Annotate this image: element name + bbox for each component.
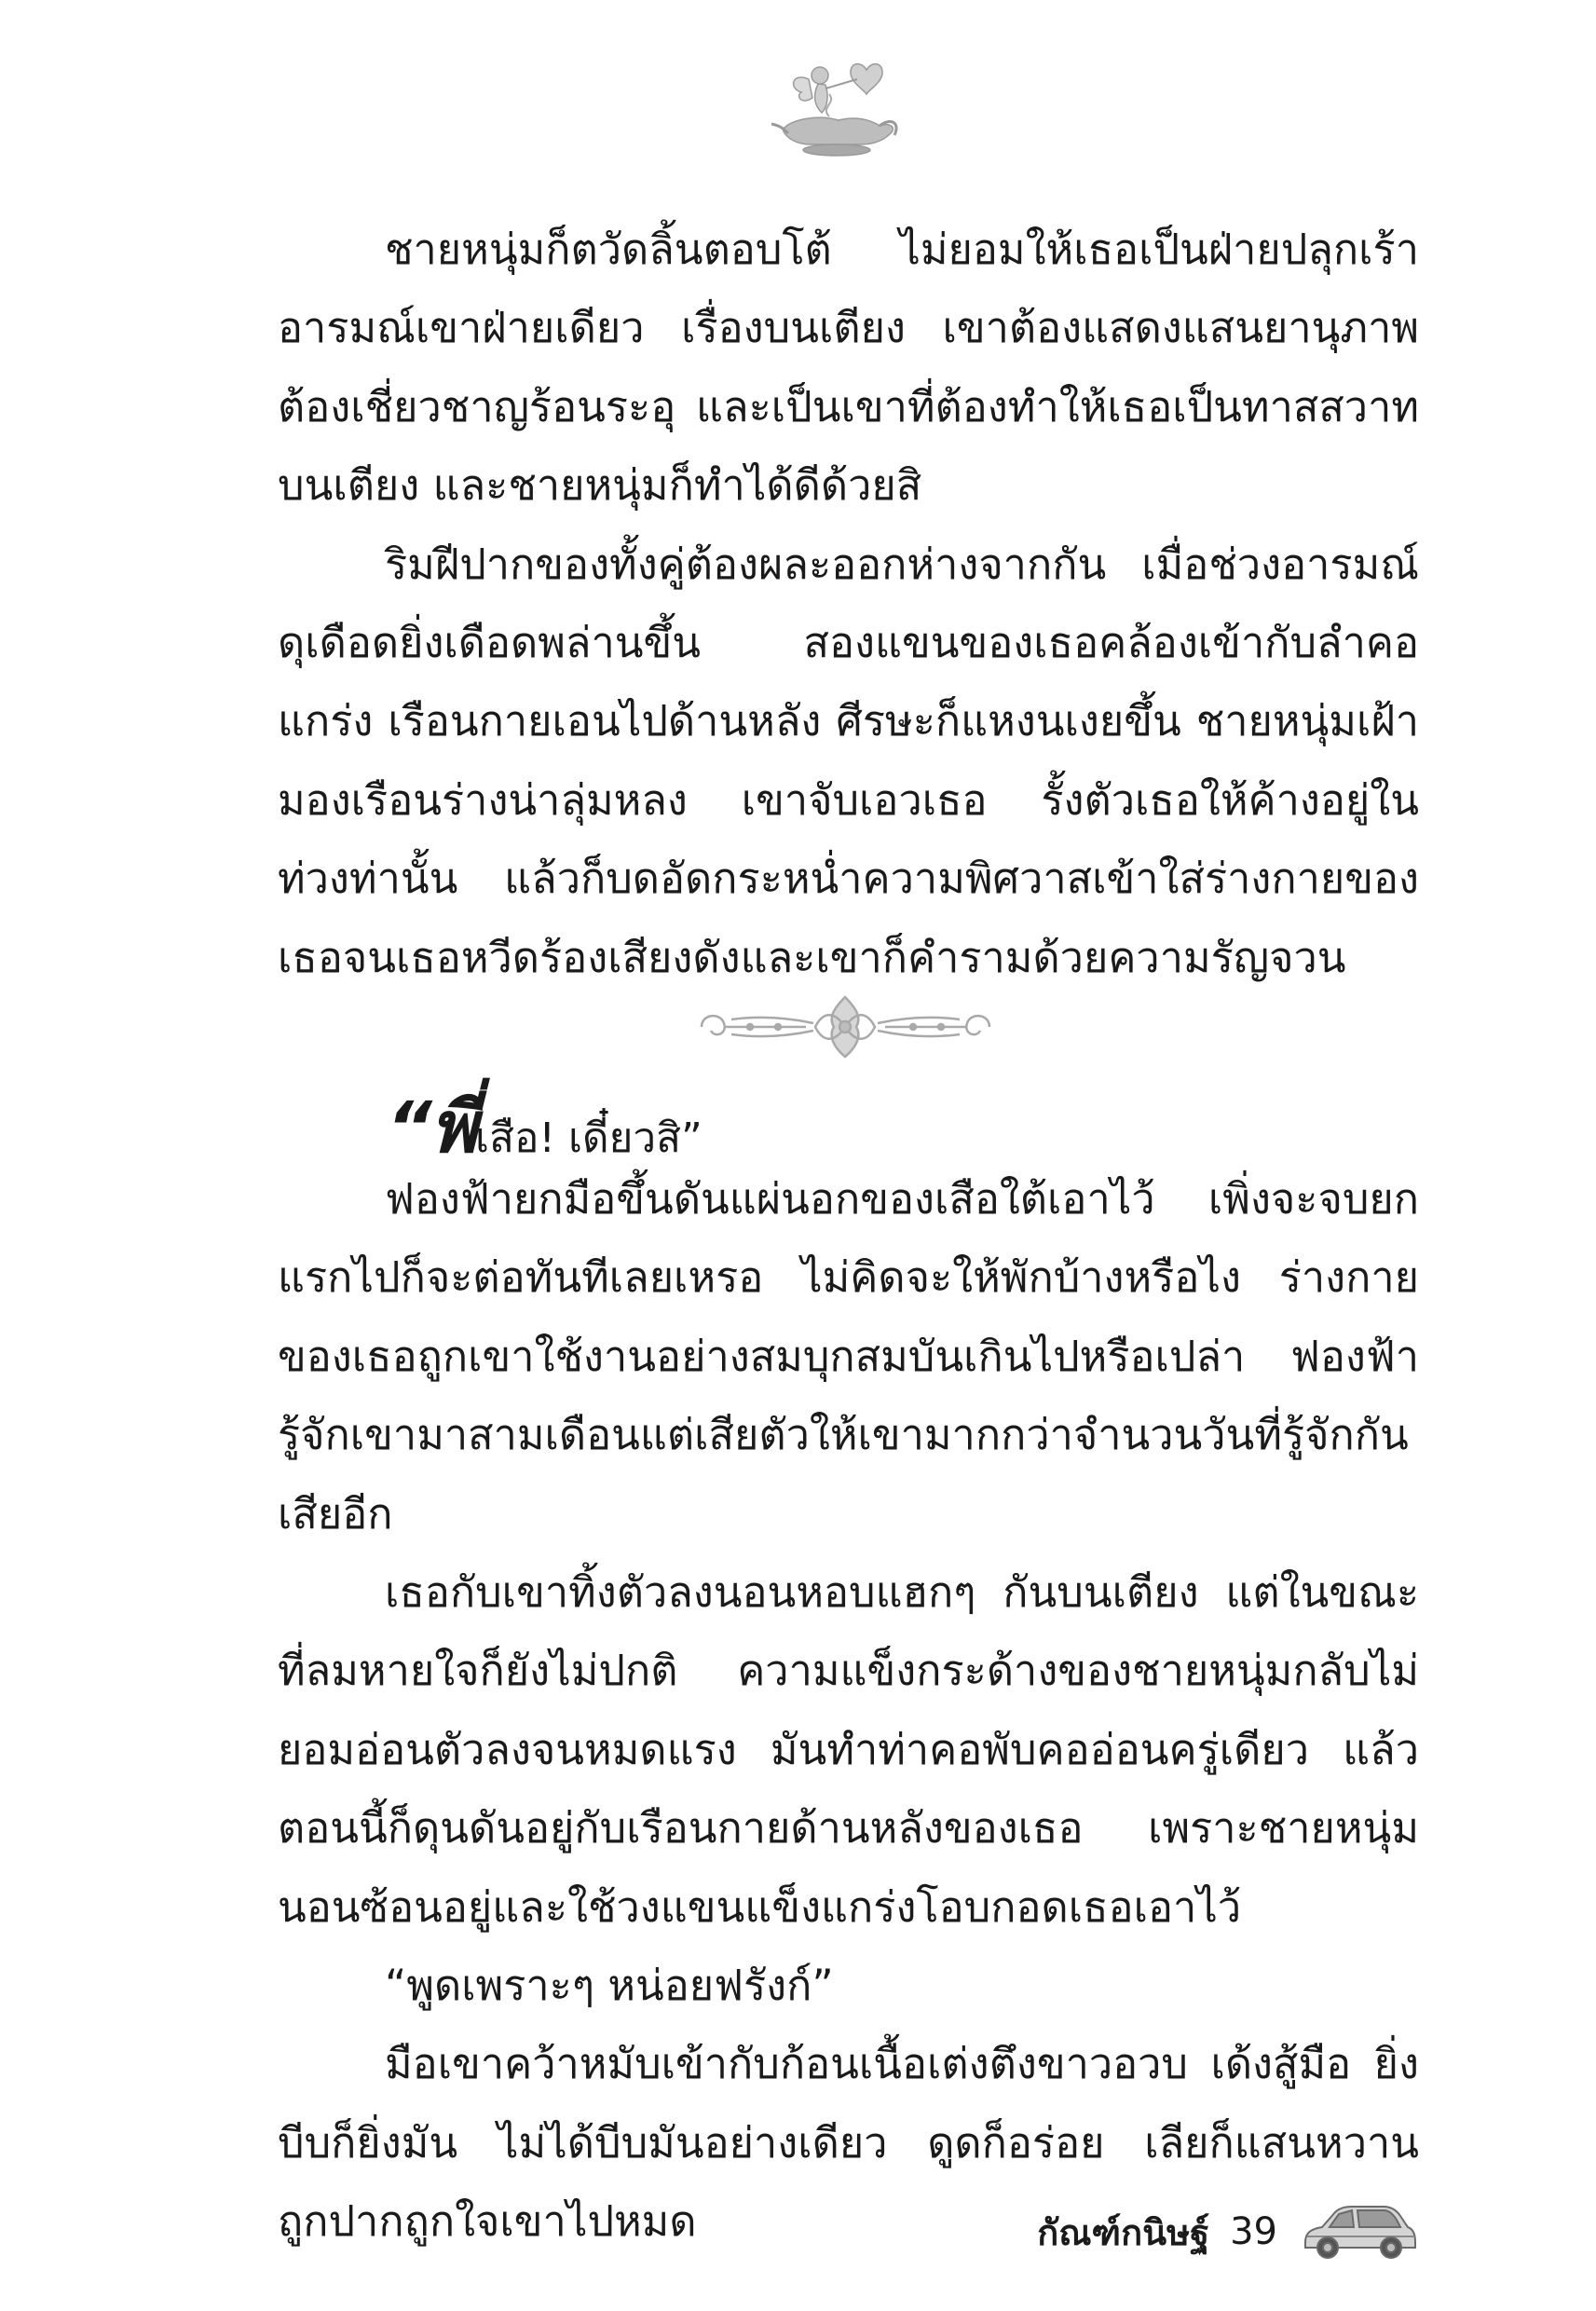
body-text-top (278, 211, 1419, 997)
dialogue-opening-big: “พี่ (387, 1086, 476, 1169)
page-footer (1037, 2199, 1419, 2264)
ornamental-divider-icon (694, 990, 997, 1064)
paragraph: ชายหนุ่มก็ตวัดลิ้นตอบโต้ ไม่ยอมให้เธอเป็นฝ่ายปลุกเร้าอารมณ์เขาฝ่ายเดียว เรื่องบนเตียง เขาต้องแสดงแสนยานุภาพ ต้องเชี่ยวชาญร้อนระอุ และเป็นเขาที่ต้องทำให้เธอเป็นทาสสวาทบนเตียง และชายหนุ่มก็ทำได้ดีด้วยสิ (278, 225, 1419, 511)
paragraph: ฟองฟ้ายกมือขึ้นดันแผ่นอกของเสือใต้เอาไว้ เพิ่งจะจบยกแรกไปก็จะต่อทันทีเลยเหรอ ไม่คิดจะให้พักบ้างหรือไง ร่างกายของเธอถูกเขาใช้งานอย่างสมบุกสมบันเกินไปหรือเปล่า ฟองฟ้ารู้จักเขามาสามเดือนแต่เสียตัวให้เขามากกว่าจำนวนวันที่รู้จักกันเสียอีก (278, 1174, 1419, 1538)
paragraph: ริมฝีปากของทั้งคู่ต้องผละออกห่างจากกัน เมื่อช่วงอารมณ์ดุเดือดยิ่งเดือดพล่านขึ้น สองแขนของเธอคล้องเข้ากับลำคอแกร่ง เรือนกายเอนไปด้านหลัง ศีรษะก็แหงนเงยขึ้น ชายหนุ่มเฝ้ามองเรือนร่างน่าลุ่มหลง เขาจับเอวเธอ รั้งตัวเธอให้ค้างอยู่ในท่วงท่านั้น แล้วก็บดอัดกระหน่ำความพิศวาสเข้าใส่ร่างกายของเธอจนเธอหวีดร้องเสียงดังและเขาก็คำรามด้วยความรัญจวน (278, 539, 1419, 982)
page-number: 39 (1230, 2210, 1277, 2253)
author-name: กัณฑ์กนิษฐ์ (1037, 2211, 1210, 2253)
dialogue-opening (387, 1072, 703, 1174)
dialogue-opening-rest: เสือ! เดี๋ยวสิ” (475, 1114, 703, 1162)
genie-lamp-cupid-icon (764, 51, 904, 163)
paragraph: มือเขาคว้าหมับเข้ากับก้อนเนื้อเต่งตึงขาวอวบ เด้งสู้มือ ยิ่งบีบก็ยิ่งมัน ไม่ได้บีบมันอย่างเดียว ดูดก็อร่อย เลียก็แสนหวาน ถูกปากถูกใจเขาไปหมด (278, 2039, 1419, 2247)
car-icon (1298, 2199, 1419, 2264)
body-text-bottom (278, 1160, 1419, 2262)
paragraph: เธอกับเขาทิ้งตัวลงนอนหอบแฮกๆ กันบนเตียง แต่ในขณะที่ลมหายใจก็ยังไม่ปกติ ความแข็งกระด้างของชายหนุ่มกลับไม่ยอมอ่อนตัวลงจนหมดแรง มันทำท่าคอพับคออ่อนครู่เดียว แล้วตอนนี้ก็ดุนดันอยู่กับเรือนกายด้านหลังของเธอ เพราะชายหนุ่มนอนซ้อนอยู่และใช้วงแขนแข็งแกร่งโอบกอดเธอเอาไว้ (278, 1567, 1419, 1932)
dialogue-line: “พูดเพราะๆ หน่อยฟรังก์” (385, 1961, 834, 2011)
